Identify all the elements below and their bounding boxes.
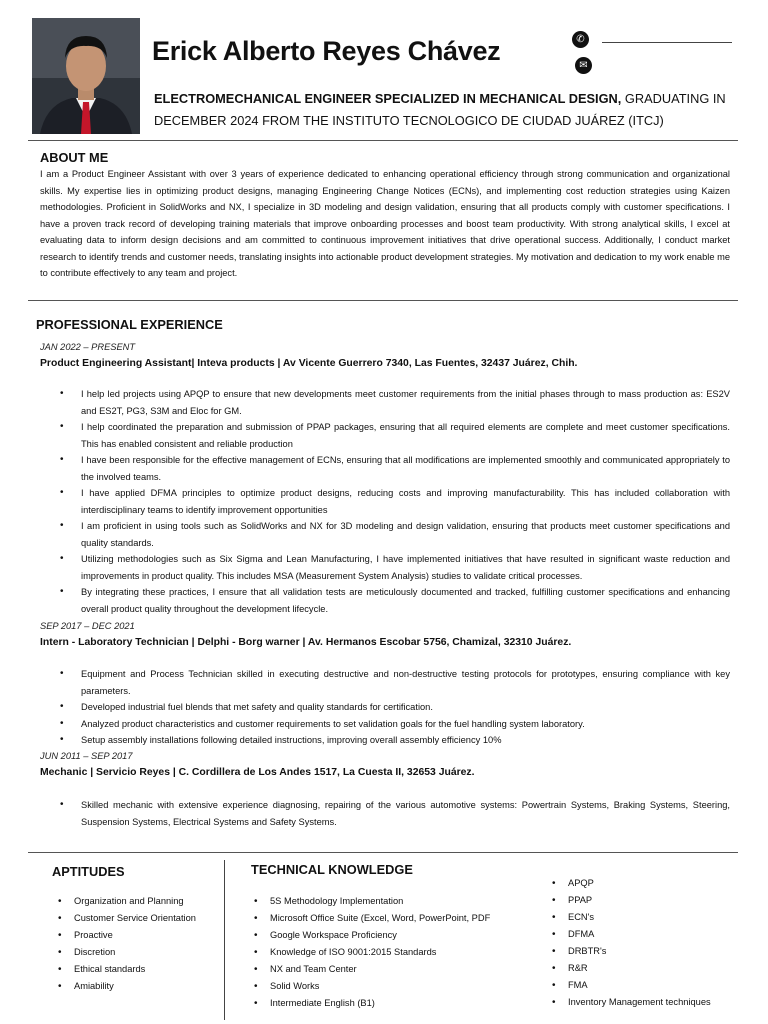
list-item: • FMA xyxy=(548,977,748,994)
skills-divider xyxy=(224,860,225,1020)
aptitudes-title: APTITUDES xyxy=(52,864,125,879)
whatsapp-icon[interactable]: ✆ xyxy=(572,31,589,48)
list-item: • ECN's xyxy=(548,909,748,926)
experience-divider xyxy=(28,852,738,853)
list-item: • Proactive xyxy=(54,927,224,944)
list-item: • Microsoft Office Suite (Excel, Word, PowerPoint, PDF xyxy=(250,910,530,927)
job-date: JUN 2011 – SEP 2017 xyxy=(40,751,133,761)
list-item: • I help led projects using APQP to ensure that new developments meet customer requirements from the initial phases through to mass production as: ES2V and ES2T, PG3, S3M and Eloc for GM. xyxy=(40,386,730,419)
list-item: • Inventory Management techniques xyxy=(548,994,748,1011)
list-item: • Solid Works xyxy=(250,978,530,995)
list-item: • APQP xyxy=(548,875,748,892)
list-item: • Equipment and Process Technician skilled in executing destructive and non-destructive testing protocols for prototypes, ensuring compliance with key parameters. xyxy=(40,666,730,699)
job-bullets xyxy=(40,797,730,830)
list-item: • Customer Service Orientation xyxy=(54,910,224,927)
list-item: • Setup assembly installations following detailed instructions, improving overall assembly efficiency 10% xyxy=(40,732,730,749)
list-item: • Developed industrial fuel blends that met safety and quality standards for certification. xyxy=(40,699,730,716)
technical-list xyxy=(250,893,530,1012)
list-item: • Utilizing methodologies such as Six Sigma and Lean Manufacturing, I have implemented initiatives that have resulted in significant waste reduction and improvements in product quality. This includes MSA (Measurement System Analysis) studies to validate critical processes. xyxy=(40,551,730,584)
headline-rest: GRADUATING IN DECEMBER 2024 FROM THE INSTITUTO TECNOLOGICO DE CIUDAD JUÁREZ (ITCJ) xyxy=(154,91,726,128)
list-item: • Amiability xyxy=(54,978,224,995)
list-item: • Ethical standards xyxy=(54,961,224,978)
list-item: • Skilled mechanic with extensive experience diagnosing, repairing of the various automotive systems: Powertrain Systems, Braking Systems, Steering, Suspension Systems, Electrical Systems and Safety Systems. xyxy=(40,797,730,830)
list-item: • Analyzed product characteristics and customer requirements to set validation goals for the fuel handling system laboratory. xyxy=(40,716,730,733)
list-item: • Knowledge of ISO 9001:2015 Standards xyxy=(250,944,530,961)
list-item: • DRBTR's xyxy=(548,943,748,960)
job-bullets xyxy=(40,386,730,617)
list-item: • NX and Team Center xyxy=(250,961,530,978)
technical-list-2 xyxy=(548,875,748,1011)
about-text: I am a Product Engineer Assistant with over 3 years of experience dedicated to enhancing operational efficiency through strong communication and organizational skills. My expertise lies in optimizing product designs, managing Engineering Change Notices (ECNs), and implementing cost reduction strategies using Kaizen methodologies. Proficient in SolidWorks and NX, I specialize in 3D modeling and design validation, ensuring that all products comply with customer specifications. I have a proven track record of developing training materials that improve onboarding processes and boost team productivity. With strong analytical skills, I excel at evaluating data to inform design decisions and am committed to continuous improvement initiatives that drive operational success. Additionally, I conduct market research to identify trends and customer needs, translating insights into actionable product development strategies. My motivation and dedication to my work enable me to contribute effectively to any team and project. xyxy=(40,169,730,278)
list-item: • Organization and Planning xyxy=(54,893,224,910)
job-title: Product Engineering Assistant| Inteva products | Av Vicente Guerrero 7340, Las Fuentes, 32437 Juárez, Chih. xyxy=(40,358,578,369)
headline xyxy=(154,88,744,132)
list-item: • PPAP xyxy=(548,892,748,909)
envelope-icon[interactable]: ✉ xyxy=(575,57,592,74)
aptitudes-list xyxy=(54,893,224,995)
list-item: • DFMA xyxy=(548,926,748,943)
list-item: • I am proficient in using tools such as SolidWorks and NX for 3D modeling and design validation, ensuring that products meet customer specifications and quality standards. xyxy=(40,518,730,551)
list-item: • 5S Methodology Implementation xyxy=(250,893,530,910)
contact-divider xyxy=(602,42,732,43)
avatar xyxy=(32,18,140,134)
experience-title: PROFESSIONAL EXPERIENCE xyxy=(36,317,223,332)
list-item: • I help coordinated the preparation and submission of PPAP packages, ensuring that all required elements are complete and meet customer specifications. This has enabled consistent and reliable production xyxy=(40,419,730,452)
technical-title: TECHNICAL KNOWLEDGE xyxy=(251,862,413,877)
headline-bold: ELECTROMECHANICAL ENGINEER SPECIALIZED IN MECHANICAL DESIGN, xyxy=(154,91,622,106)
list-item: • R&R xyxy=(548,960,748,977)
job-date: JAN 2022 – PRESENT xyxy=(40,342,136,352)
job-title: Mechanic | Servicio Reyes | C. Cordillera de Los Andes 1517, La Cuesta II, 32653 Juárez. xyxy=(40,767,475,778)
job-bullets xyxy=(40,666,730,749)
list-item: • I have applied DFMA principles to optimize product designs, reducing costs and improving manufacturability. This has included collaboration with interdisciplinary teams to identify improvement opportunities xyxy=(40,485,730,518)
list-item: • Google Workspace Proficiency xyxy=(250,927,530,944)
about-divider xyxy=(28,300,738,301)
list-item: • I have been responsible for the effective management of ECNs, ensuring that all modifications are implemented smoothly and communicated appropriately to the involved teams. xyxy=(40,452,730,485)
candidate-name: Erick Alberto Reyes Chávez xyxy=(152,36,501,66)
list-item: • Discretion xyxy=(54,944,224,961)
profile-photo xyxy=(32,18,140,134)
about-title: ABOUT ME xyxy=(40,150,109,165)
list-item: • By integrating these practices, I ensure that all validation tests are meticulously documented and tracked, fulfilling customer specifications and enhancing overall product quality throughout the development lifecycle. xyxy=(40,584,730,617)
job-date: SEP 2017 – DEC 2021 xyxy=(40,621,135,631)
header-divider xyxy=(28,140,738,141)
job-title: Intern - Laboratory Technician | Delphi - Borg warner | Av. Hermanos Escobar 5756, Chamizal, 32310 Juárez. xyxy=(40,637,572,648)
list-item: • Intermediate English (B1) xyxy=(250,995,530,1012)
